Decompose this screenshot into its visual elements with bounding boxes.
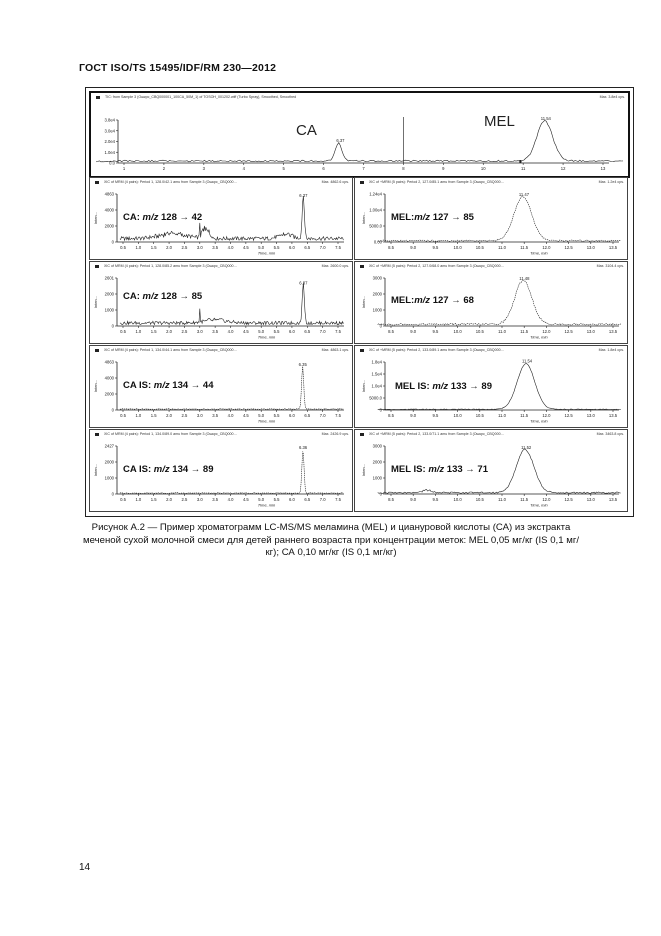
panel-header: XIC of MRM (4 pairs): Period 1, 128.0/85.2 amu from Sample 3 (Ошкрс_CBQ000…	[104, 264, 238, 268]
transition-label: CA: m/z 128 → 85	[123, 291, 203, 302]
x-tick-label: 4.0	[227, 413, 234, 418]
y-tick-label: 0.0	[109, 160, 115, 166]
x-axis-label: Time, min	[530, 250, 548, 256]
x-tick-label: 4.5	[242, 413, 249, 418]
x-tick-label: 3.5	[212, 413, 219, 418]
transition-label: MEL IS: m/z 133 → 71	[391, 464, 488, 475]
x-tick-label: 4	[242, 166, 245, 171]
chromatogram-figure	[85, 87, 634, 517]
panel-header: XIC of MRM (4 pairs): Period 1, 128.0/42.1 amu from Sample 3 (Ошкрс_CBQ000…	[104, 180, 238, 184]
panel-max: Max. 3463.8 cps.	[596, 432, 624, 436]
x-tick-label: 7.5	[335, 329, 341, 334]
x-tick-label: 12.5	[564, 245, 573, 250]
x-tick-label: 5.0	[258, 413, 265, 418]
panel-header: XIC of MRM (4 pairs): Period 1, 134.0/44.1 amu from Sample 3 (Ошкрс_CBQ000…	[104, 348, 238, 352]
panel-max: Max. 3104.4 cps.	[596, 264, 624, 268]
x-tick-label: 11.0	[498, 413, 506, 418]
page-number: 14	[79, 862, 91, 873]
x-tick-label: 4.0	[227, 329, 234, 334]
y-tick-label: 2.0e4	[104, 139, 115, 144]
x-tick-label: 2.5	[181, 497, 188, 502]
x-tick-label: 6.5	[304, 245, 311, 250]
x-tick-label: 7.5	[335, 245, 341, 250]
x-tick-label: 0.5	[120, 413, 126, 418]
x-tick-label: 2	[162, 166, 166, 171]
x-tick-label: 3.5	[212, 497, 219, 502]
x-tick-label: 13.0	[586, 245, 595, 250]
transition-label: CA IS: m/z 134 → 89	[123, 464, 214, 475]
x-tick-label: 5.0	[258, 245, 265, 250]
tic-header: TIC: from Sample 3 (Ошкрс_CBQ000001_100CA_50M_1) of TOSOH_001202.wiff (Turbo Spray), Smoothed, Smoothed	[105, 95, 297, 99]
y-tick-label: 1.00e4	[369, 207, 382, 213]
x-tick-label: 5	[282, 166, 285, 171]
x-tick-label: 3.0	[196, 413, 203, 418]
x-tick-label: 11.0	[498, 245, 506, 250]
x-tick-label: 7.0	[319, 245, 326, 250]
transition-label: CA: m/z 128 → 42	[123, 212, 203, 223]
x-axis-label: Time, min	[257, 250, 276, 256]
y-tick-label: 0	[111, 491, 114, 497]
y-axis-label: Inten...	[93, 211, 98, 225]
x-tick-label: 1.5	[150, 329, 157, 334]
y-tick-label: 4863	[104, 359, 114, 365]
x-tick-label: 12.5	[564, 413, 573, 418]
tic-panel	[89, 91, 630, 178]
peak-label: 11.52	[521, 444, 532, 450]
y-tick-label: 0	[111, 239, 114, 245]
y-tick-label: 2000	[372, 291, 382, 297]
y-tick-label: 1000	[372, 475, 382, 481]
y-tick-label: 1.0e4	[371, 383, 382, 389]
transition-label: MEL IS: m/z 133 → 89	[395, 381, 492, 392]
x-tick-label: 1.0	[135, 413, 142, 418]
x-tick-label: 3.5	[212, 329, 219, 334]
mrm-panel-ca-128-42	[89, 177, 353, 260]
x-tick-label: 2.5	[181, 329, 188, 334]
x-tick-label: 11.5	[520, 413, 529, 418]
x-tick-label: 12.0	[542, 329, 551, 334]
x-tick-label: 1	[122, 166, 126, 171]
y-tick-label: 0	[111, 323, 114, 329]
x-tick-label: 13.5	[608, 329, 618, 334]
x-tick-label: 2.0	[166, 413, 172, 418]
y-tick-label: 2000	[104, 391, 114, 397]
x-tick-label: 5.5	[273, 329, 280, 334]
mrm-panel-ca-is-134-44	[89, 345, 353, 428]
x-tick-label: 5.5	[273, 245, 280, 250]
x-tick-label: 12	[560, 166, 566, 171]
x-tick-label: 3.0	[196, 329, 203, 334]
y-axis-label: Inten...	[361, 379, 366, 393]
y-tick-label: 5000.0	[369, 395, 382, 401]
y-tick-label: 2427	[104, 443, 114, 449]
panel-header: XIC of +MRM (5 pairs): Period 2, 133.0/71.1 amu from Sample 3 (Ошкрс_CBQ000…	[369, 432, 505, 436]
x-tick-label: 13.0	[586, 329, 595, 334]
x-tick-label: 6	[322, 166, 325, 171]
document-title: ГОСТ ISO/TS 15495/IDF/RM 230—2012	[79, 62, 277, 74]
x-tick-label: 10.0	[453, 329, 462, 334]
x-tick-label: 9.5	[432, 245, 439, 250]
x-tick-label: 12.5	[564, 329, 573, 334]
x-tick-label: 12.0	[542, 497, 551, 502]
panel-max: Max. 4862.6 cps.	[321, 180, 349, 184]
x-tick-label: 13	[600, 166, 606, 171]
y-axis-label: Inten...	[361, 295, 366, 309]
x-axis-label: Time, min	[530, 418, 548, 424]
y-tick-label: 2000	[104, 291, 114, 297]
x-tick-label: 1.0	[135, 329, 142, 334]
x-tick-label: 11	[520, 166, 526, 171]
y-tick-label: 0.00	[373, 239, 382, 245]
x-tick-label: 7.0	[319, 497, 326, 502]
y-tick-label: 1000	[372, 307, 382, 313]
x-tick-label: 0.5	[120, 497, 126, 502]
peak-label: 11.48	[519, 275, 530, 281]
x-tick-label: 3	[202, 166, 206, 171]
chromatogram-trace	[120, 282, 344, 324]
x-tick-label: 13.0	[586, 497, 595, 502]
y-tick-label: 0	[379, 491, 382, 497]
x-tick-label: 8.5	[388, 245, 394, 250]
x-tick-label: 4.5	[242, 497, 249, 502]
peak-label: 6.35	[298, 361, 307, 367]
transition-label: MEL:m/z 127 → 68	[391, 295, 474, 306]
panel-max: Max. 1.2e4 cps.	[598, 180, 624, 184]
x-tick-label: 0.5	[120, 245, 126, 250]
x-tick-label: 10.0	[453, 413, 462, 418]
y-axis-label: Inten...	[93, 463, 98, 477]
panel-max: Max. 4863.1 cps.	[321, 348, 349, 352]
x-tick-label: 5.0	[258, 329, 265, 334]
x-tick-label: 10.5	[475, 497, 484, 502]
marker-icon	[519, 160, 521, 163]
x-tick-label: 13.5	[608, 497, 618, 502]
x-tick-label: 6.5	[304, 497, 311, 502]
transition-label: CA IS: m/z 134 → 44	[123, 380, 214, 391]
panel-chart	[90, 262, 352, 343]
x-axis-label: Time, min	[257, 334, 276, 340]
x-tick-label: 12.0	[542, 413, 551, 418]
x-tick-label: 7.0	[319, 329, 326, 334]
x-tick-label: 13.5	[608, 245, 618, 250]
x-tick-label: 9.0	[410, 497, 417, 502]
y-tick-label: 3000	[372, 443, 382, 449]
y-tick-label: 2000	[104, 223, 114, 229]
y-axis-label: Inten...	[93, 379, 98, 393]
x-tick-label: 10.5	[475, 413, 484, 418]
x-tick-label: 9.0	[410, 413, 417, 418]
peak-label: 11.54	[521, 358, 533, 364]
x-tick-label: 7.5	[335, 497, 341, 502]
x-tick-label: 6.5	[304, 413, 311, 418]
x-tick-label: 4.5	[242, 245, 249, 250]
y-tick-label: 1000	[104, 475, 114, 481]
x-tick-label: 8.5	[388, 329, 394, 334]
x-axis-label: Time, min	[530, 334, 548, 340]
y-tick-label: 5000.0	[369, 223, 382, 229]
x-tick-label: 2.5	[181, 413, 188, 418]
y-tick-label: 3000	[372, 275, 382, 281]
x-tick-label: 2.0	[166, 497, 172, 502]
x-tick-label: 1.5	[150, 245, 157, 250]
x-tick-label: 2.0	[166, 329, 172, 334]
panel-header: XIC of +MRM (5 pairs): Period 2, 133.0/89.1 amu from Sample 3 (Ошкрс_CBQ000…	[369, 348, 505, 352]
x-tick-label: 10.5	[475, 245, 484, 250]
y-tick-label: 4000	[104, 375, 114, 381]
x-tick-label: 6.5	[304, 329, 311, 334]
x-tick-label: 5.5	[273, 413, 280, 418]
mrm-panel-ca-is-134-89	[89, 429, 353, 512]
mrm-panel-mel-127-68	[354, 261, 628, 344]
x-tick-label: 9.0	[410, 245, 417, 250]
x-tick-label: 8.5	[388, 413, 394, 418]
x-tick-label: 1.5	[150, 497, 157, 502]
x-tick-label: 9.5	[432, 329, 439, 334]
x-tick-label: 8	[402, 166, 405, 171]
x-tick-label: 7.5	[335, 413, 341, 418]
panel-header: XIC of +MRM (5 pairs): Period 2, 127.0/68.0 amu from Sample 3 (Ошкрс_CBQ000…	[369, 264, 505, 268]
x-tick-label: 4.5	[242, 329, 249, 334]
y-tick-label: 3.0e4	[104, 128, 115, 134]
x-tick-label: 1.0	[135, 245, 142, 250]
panel-header: XIC of MRM (4 pairs): Period 1, 134.0/89.0 amu from Sample 3 (Ошкрс_CBQ000…	[104, 432, 238, 436]
y-tick-label: 4863	[104, 191, 114, 197]
x-tick-label: 1.0	[135, 497, 142, 502]
x-tick-label: 10	[480, 166, 486, 171]
x-tick-label: 6.0	[289, 245, 295, 250]
x-tick-label: 2.0	[166, 245, 172, 250]
y-tick-label: 0	[111, 407, 114, 413]
x-tick-label: 13.0	[586, 413, 595, 418]
x-tick-label: 5.0	[258, 497, 265, 502]
peak-label: 6.37	[299, 192, 308, 198]
x-tick-label: 3.0	[196, 497, 203, 502]
x-axis-label: Time, min	[530, 502, 548, 508]
peak-label: 6.36	[298, 444, 308, 450]
x-axis-label: Time, min	[257, 502, 276, 508]
x-tick-label: 12.5	[564, 497, 573, 502]
y-axis-label: Inten...	[361, 463, 366, 477]
mrm-panel-mel-is-133-89	[354, 345, 628, 428]
y-tick-label: 2000	[104, 459, 114, 465]
y-tick-label: 1.0e4	[104, 149, 115, 155]
figure-caption: Рисунок А.2 — Пример хроматограмм LC-MS/MS меламина (MEL) и циануровой кислоты (СА) из экстракта меченой сухой молочной смеси для детей раннего возраста при концентрации меток: MEL 0,05 мг/кг (IS 0,1 мг/кг); СА 0,10 мг/кг (IS 0,1 мг/кг)	[83, 522, 579, 558]
y-tick-label: 4000	[104, 207, 114, 213]
x-tick-label: 8.5	[388, 497, 394, 502]
panel-header: XIC of +MRM (5 pairs): Period 2, 127.0/85.1 amu from Sample 3 (Ошкрс_CBQ000…	[369, 180, 505, 184]
x-tick-label: 6.0	[289, 413, 295, 418]
x-tick-label: 11.0	[498, 329, 506, 334]
x-tick-label: 9.5	[432, 497, 439, 502]
peak-label-ca: 6.37	[336, 138, 345, 143]
x-tick-label: 6.0	[289, 329, 295, 334]
x-tick-label: 0.5	[120, 329, 126, 334]
x-tick-label: 10.0	[453, 245, 462, 250]
y-tick-label: 1.8e4	[371, 359, 382, 365]
x-tick-label: 11.5	[520, 329, 529, 334]
y-axis-label: Inten...	[93, 295, 98, 309]
x-tick-label: 7.0	[319, 413, 326, 418]
tic-label-ca: CA	[296, 122, 317, 139]
x-tick-label: 11.5	[520, 497, 529, 502]
x-tick-label: 10.5	[475, 329, 484, 334]
mrm-panel-ca-128-85	[89, 261, 353, 344]
x-tick-label: 10.0	[453, 497, 462, 502]
x-tick-label: 7	[362, 166, 365, 171]
transition-label: MEL:m/z 127 → 85	[391, 212, 474, 223]
y-tick-label: 1.5e4	[371, 371, 382, 377]
tic-chart	[91, 93, 628, 176]
mrm-panel-mel-127-85	[354, 177, 628, 260]
x-tick-label: 5.5	[273, 497, 280, 502]
y-tick-label: 0	[379, 407, 382, 413]
tic-max: Max. 3.8e4 cps.	[599, 95, 625, 99]
x-tick-label: 11.5	[520, 245, 529, 250]
x-tick-label: 2.5	[181, 245, 188, 250]
x-tick-label: 12.0	[542, 245, 551, 250]
y-tick-label: 2000	[372, 459, 382, 465]
x-tick-label: 11.0	[498, 497, 506, 502]
peak-label: 11.47	[518, 191, 530, 197]
x-tick-label: 4.0	[227, 245, 234, 250]
y-tick-label: 0	[379, 323, 382, 329]
y-tick-label: 1.24e4	[369, 191, 382, 197]
x-tick-label: 3.0	[196, 245, 203, 250]
x-tick-label: 4.0	[227, 497, 234, 502]
tic-label-mel: MEL	[484, 113, 515, 130]
x-tick-label: 1.5	[150, 413, 157, 418]
x-tick-label: 9.0	[410, 329, 417, 334]
y-tick-label: 2601	[104, 275, 114, 281]
x-tick-label: 9.5	[432, 413, 439, 418]
panel-max: Max. 2426.9 cps.	[321, 432, 349, 436]
y-tick-label: 1000	[104, 307, 114, 313]
y-axis-label: Inten...	[361, 211, 366, 225]
peak-label: 6.37	[299, 280, 308, 286]
x-tick-label: 9	[442, 166, 445, 171]
peak-label-mel: 11.54	[540, 116, 551, 121]
panel-max: Max. 1.8e4 cps.	[598, 348, 624, 352]
x-tick-label: 13.5	[608, 413, 618, 418]
mrm-panel-mel-is-133-71	[354, 429, 628, 512]
y-tick-label: 3.8e4	[104, 117, 115, 123]
x-tick-label: 6.0	[289, 497, 295, 502]
panel-max: Max. 2600.0 cps.	[321, 264, 349, 268]
x-tick-label: 3.5	[212, 245, 219, 250]
x-axis-label: Time, min	[257, 418, 276, 424]
